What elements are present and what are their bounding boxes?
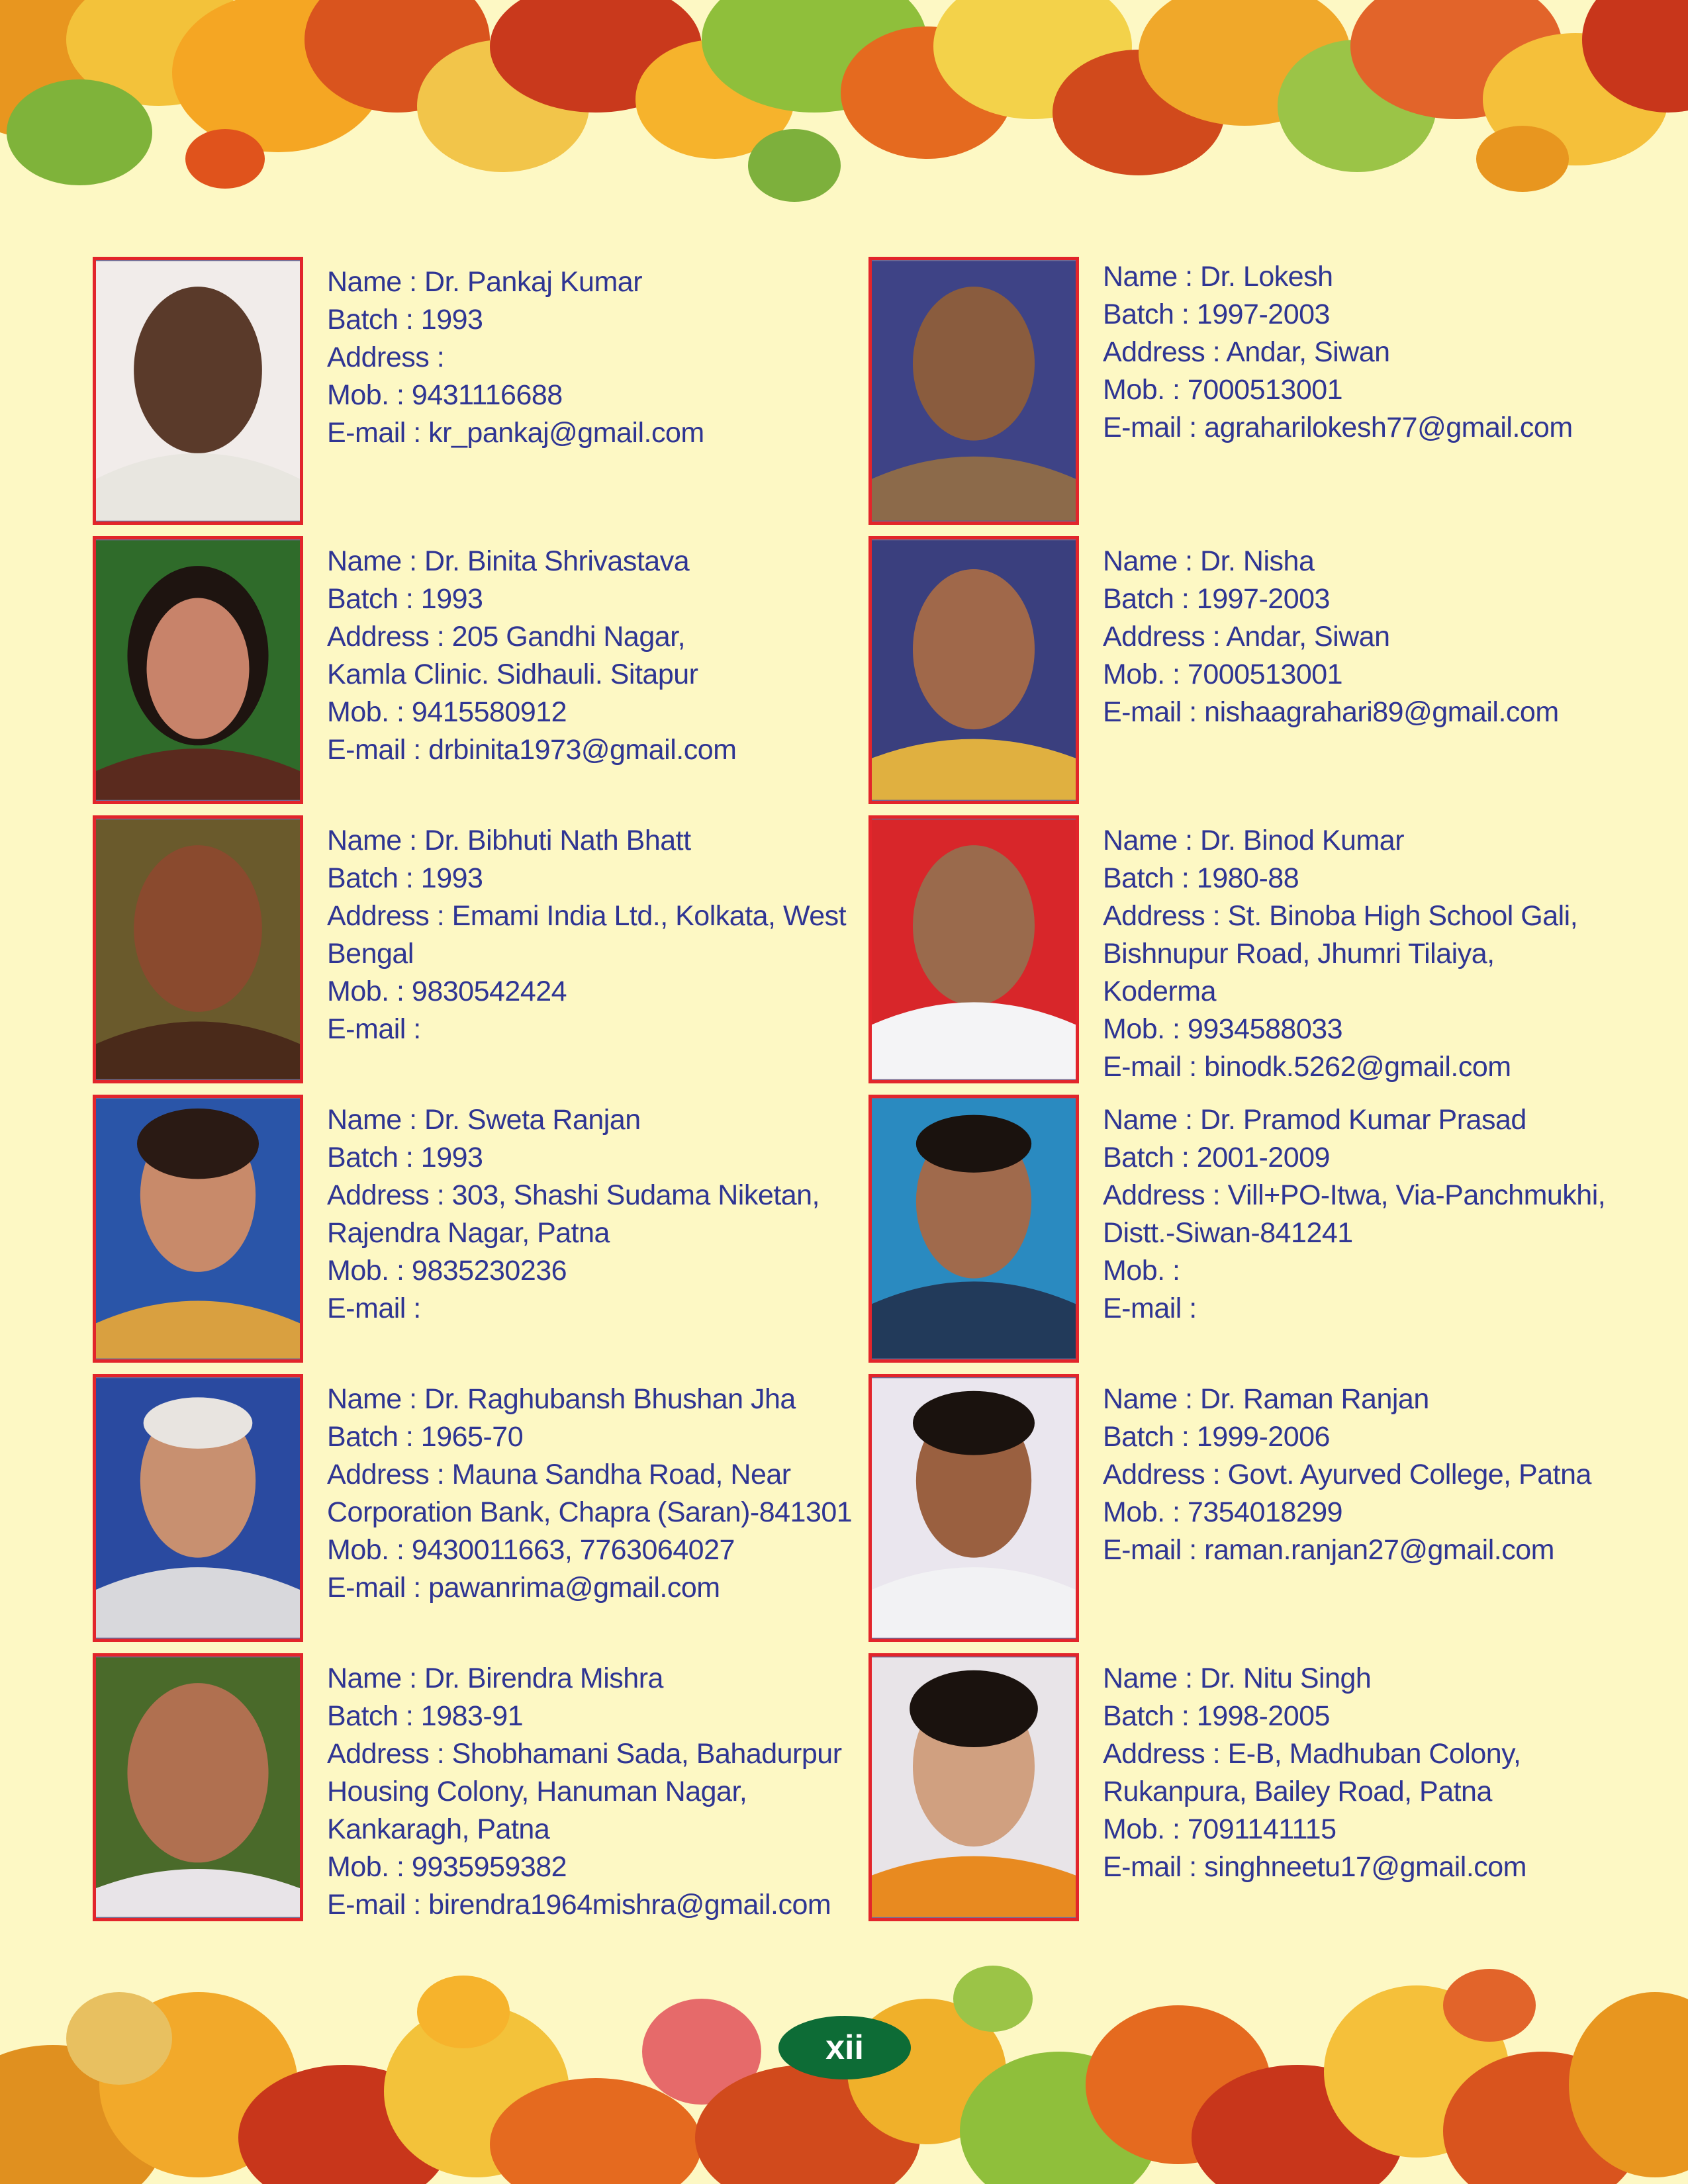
- profile-batch: Batch : 1980-88: [1103, 862, 1299, 894]
- profile-email: E-mail : drbinita1973@gmail.com: [327, 734, 737, 766]
- profile-mobile: Mob. : 7354018299: [1103, 1496, 1343, 1528]
- profile-address: Address : 303, Shashi Sudama Niketan,: [327, 1179, 820, 1211]
- profile-card: [93, 257, 887, 535]
- profile-batch: Batch : 1965-70: [327, 1421, 524, 1453]
- profile-email: E-mail : nishaagrahari89@gmail.com: [1103, 696, 1559, 728]
- profile-batch: Batch : 1983-91: [327, 1700, 524, 1732]
- profile-address-line: Koderma: [1103, 976, 1216, 1007]
- profile-name: Name : Dr. Raghubansh Bhushan Jha: [327, 1383, 796, 1415]
- page-number: xii: [778, 2016, 911, 2079]
- profile-batch: Batch : 1997-2003: [1103, 298, 1330, 330]
- profile-info: [1103, 822, 1659, 1086]
- profile-photo: [868, 815, 1079, 1083]
- profile-photo: [868, 1653, 1079, 1921]
- profile-mobile: Mob. : 9830542424: [327, 976, 567, 1007]
- profile-mobile: Mob. : 9835230236: [327, 1255, 567, 1287]
- profile-batch: Batch : 1993: [327, 862, 483, 894]
- profile-name: Name : Dr. Binod Kumar: [1103, 825, 1405, 856]
- profile-card: [868, 257, 1663, 535]
- profile-card: [868, 815, 1663, 1093]
- profile-name: Name : Dr. Birendra Mishra: [327, 1662, 663, 1694]
- profile-address-line: Rukanpura, Bailey Road, Patna: [1103, 1776, 1492, 1807]
- profile-email: E-mail : singhneetu17@gmail.com: [1103, 1851, 1526, 1883]
- person-portrait-icon: [96, 1377, 300, 1639]
- profile-info: [1103, 1660, 1659, 1886]
- profile-photo: [868, 536, 1079, 804]
- profile-batch: Batch : 2001-2009: [1103, 1142, 1330, 1173]
- profile-address-line: Corporation Bank, Chapra (Saran)-841301: [327, 1496, 853, 1528]
- profile-address: Address : E-B, Madhuban Colony,: [1103, 1738, 1521, 1770]
- profile-email: E-mail : raman.ranjan27@gmail.com: [1103, 1534, 1554, 1566]
- profile-address: Address : Andar, Siwan: [1103, 336, 1390, 368]
- profile-name: Name : Dr. Nitu Singh: [1103, 1662, 1372, 1694]
- profile-info: [1103, 1381, 1659, 1569]
- profile-email: E-mail : binodk.5262@gmail.com: [1103, 1051, 1511, 1083]
- profile-name: Name : Dr. Binita Shrivastava: [327, 545, 690, 577]
- profile-address: Address : 205 Gandhi Nagar,: [327, 621, 686, 653]
- profile-address-line: Distt.-Siwan-841241: [1103, 1217, 1353, 1249]
- profile-batch: Batch : 1993: [327, 583, 483, 615]
- profile-photo: [93, 536, 303, 804]
- profile-email: E-mail : birendra1964mishra@gmail.com: [327, 1889, 831, 1921]
- profile-photo: [93, 1374, 303, 1642]
- profile-info: [1103, 1101, 1659, 1328]
- profile-mobile: Mob. : 9934588033: [1103, 1013, 1343, 1045]
- profile-email: E-mail :: [327, 1013, 421, 1045]
- profile-name: Name : Dr. Pramod Kumar Prasad: [1103, 1104, 1526, 1136]
- profile-photo: [868, 1374, 1079, 1642]
- profile-info: [327, 822, 883, 1048]
- person-portrait-icon: [96, 1657, 300, 1918]
- profile-name: Name : Dr. Raman Ranjan: [1103, 1383, 1429, 1415]
- profile-info: [327, 1381, 883, 1607]
- profile-card: [868, 1095, 1663, 1373]
- profile-batch: Batch : 1999-2006: [1103, 1421, 1330, 1453]
- profile-address-line: Rajendra Nagar, Patna: [327, 1217, 610, 1249]
- profile-address-line: Kamla Clinic. Sidhauli. Sitapur: [327, 659, 698, 690]
- profile-name: Name : Dr. Lokesh: [1103, 261, 1333, 293]
- profile-info: [327, 1101, 883, 1328]
- profile-address-line: Housing Colony, Hanuman Nagar,: [327, 1776, 747, 1807]
- profile-info: [327, 1660, 883, 1924]
- profile-email: E-mail : pawanrima@gmail.com: [327, 1572, 720, 1604]
- profile-name: Name : Dr. Nisha: [1103, 545, 1315, 577]
- profile-photo: [93, 815, 303, 1083]
- profile-batch: Batch : 1993: [327, 304, 483, 336]
- profile-address: Address : St. Binoba High School Gali,: [1103, 900, 1578, 932]
- profile-card: [868, 1653, 1663, 1931]
- profile-photo: [93, 1095, 303, 1363]
- profile-mobile: Mob. :: [1103, 1255, 1180, 1287]
- profile-batch: Batch : 1998-2005: [1103, 1700, 1330, 1732]
- profile-mobile: Mob. : 9415580912: [327, 696, 567, 728]
- profile-card: [93, 1653, 887, 1931]
- profile-address: Address : Govt. Ayurved College, Patna: [1103, 1459, 1591, 1490]
- profile-card: [868, 536, 1663, 814]
- profile-email: E-mail : kr_pankaj@gmail.com: [327, 417, 704, 449]
- profile-info: [327, 543, 883, 769]
- profile-batch: Batch : 1993: [327, 1142, 483, 1173]
- profile-email: E-mail :: [327, 1293, 421, 1324]
- profile-name: Name : Dr. Bibhuti Nath Bhatt: [327, 825, 691, 856]
- profile-photo: [868, 257, 1079, 525]
- profile-info: [1103, 258, 1659, 447]
- person-portrait-icon: [872, 260, 1076, 522]
- profile-mobile: Mob. : 7091141115: [1103, 1813, 1336, 1845]
- profile-mobile: Mob. : 9935959382: [327, 1851, 567, 1883]
- profile-mobile: Mob. : 7000513001: [1103, 374, 1343, 406]
- person-portrait-icon: [872, 819, 1076, 1080]
- profile-mobile: Mob. : 7000513001: [1103, 659, 1343, 690]
- profile-batch: Batch : 1997-2003: [1103, 583, 1330, 615]
- profile-address-line: Bengal: [327, 938, 414, 970]
- profile-info: [327, 263, 883, 452]
- person-portrait-icon: [872, 1377, 1076, 1639]
- profile-mobile: Mob. : 9430011663, 7763064027: [327, 1534, 735, 1566]
- profile-address-line: Kankaragh, Patna: [327, 1813, 550, 1845]
- person-portrait-icon: [96, 539, 300, 801]
- profile-address: Address : Andar, Siwan: [1103, 621, 1390, 653]
- profile-photo: [93, 257, 303, 525]
- profile-mobile: Mob. : 9431116688: [327, 379, 563, 411]
- profile-card: [93, 1374, 887, 1652]
- profile-card: [93, 536, 887, 814]
- person-portrait-icon: [872, 1098, 1076, 1359]
- profile-card: [93, 1095, 887, 1373]
- profile-address: Address : Mauna Sandha Road, Near: [327, 1459, 791, 1490]
- profile-photo: [93, 1653, 303, 1921]
- person-portrait-icon: [872, 1657, 1076, 1918]
- profile-card: [93, 815, 887, 1093]
- profile-address: Address : Emami India Ltd., Kolkata, West: [327, 900, 847, 932]
- profile-address: Address : Vill+PO-Itwa, Via-Panchmukhi,: [1103, 1179, 1606, 1211]
- profile-address: Address : Shobhamani Sada, Bahadurpur: [327, 1738, 842, 1770]
- profile-name: Name : Dr. Pankaj Kumar: [327, 266, 643, 298]
- person-portrait-icon: [96, 1098, 300, 1359]
- profile-email: E-mail :: [1103, 1293, 1197, 1324]
- profile-photo: [868, 1095, 1079, 1363]
- person-portrait-icon: [872, 539, 1076, 801]
- profile-address-line: Bishnupur Road, Jhumri Tilaiya,: [1103, 938, 1495, 970]
- profile-email: E-mail : agraharilokesh77@gmail.com: [1103, 412, 1573, 443]
- profile-name: Name : Dr. Sweta Ranjan: [327, 1104, 641, 1136]
- person-portrait-icon: [96, 819, 300, 1080]
- person-portrait-icon: [96, 260, 300, 522]
- profile-address: Address :: [327, 341, 445, 373]
- profile-card: [868, 1374, 1663, 1652]
- autumn-leaves-header: [0, 0, 1688, 225]
- profile-info: [1103, 543, 1659, 731]
